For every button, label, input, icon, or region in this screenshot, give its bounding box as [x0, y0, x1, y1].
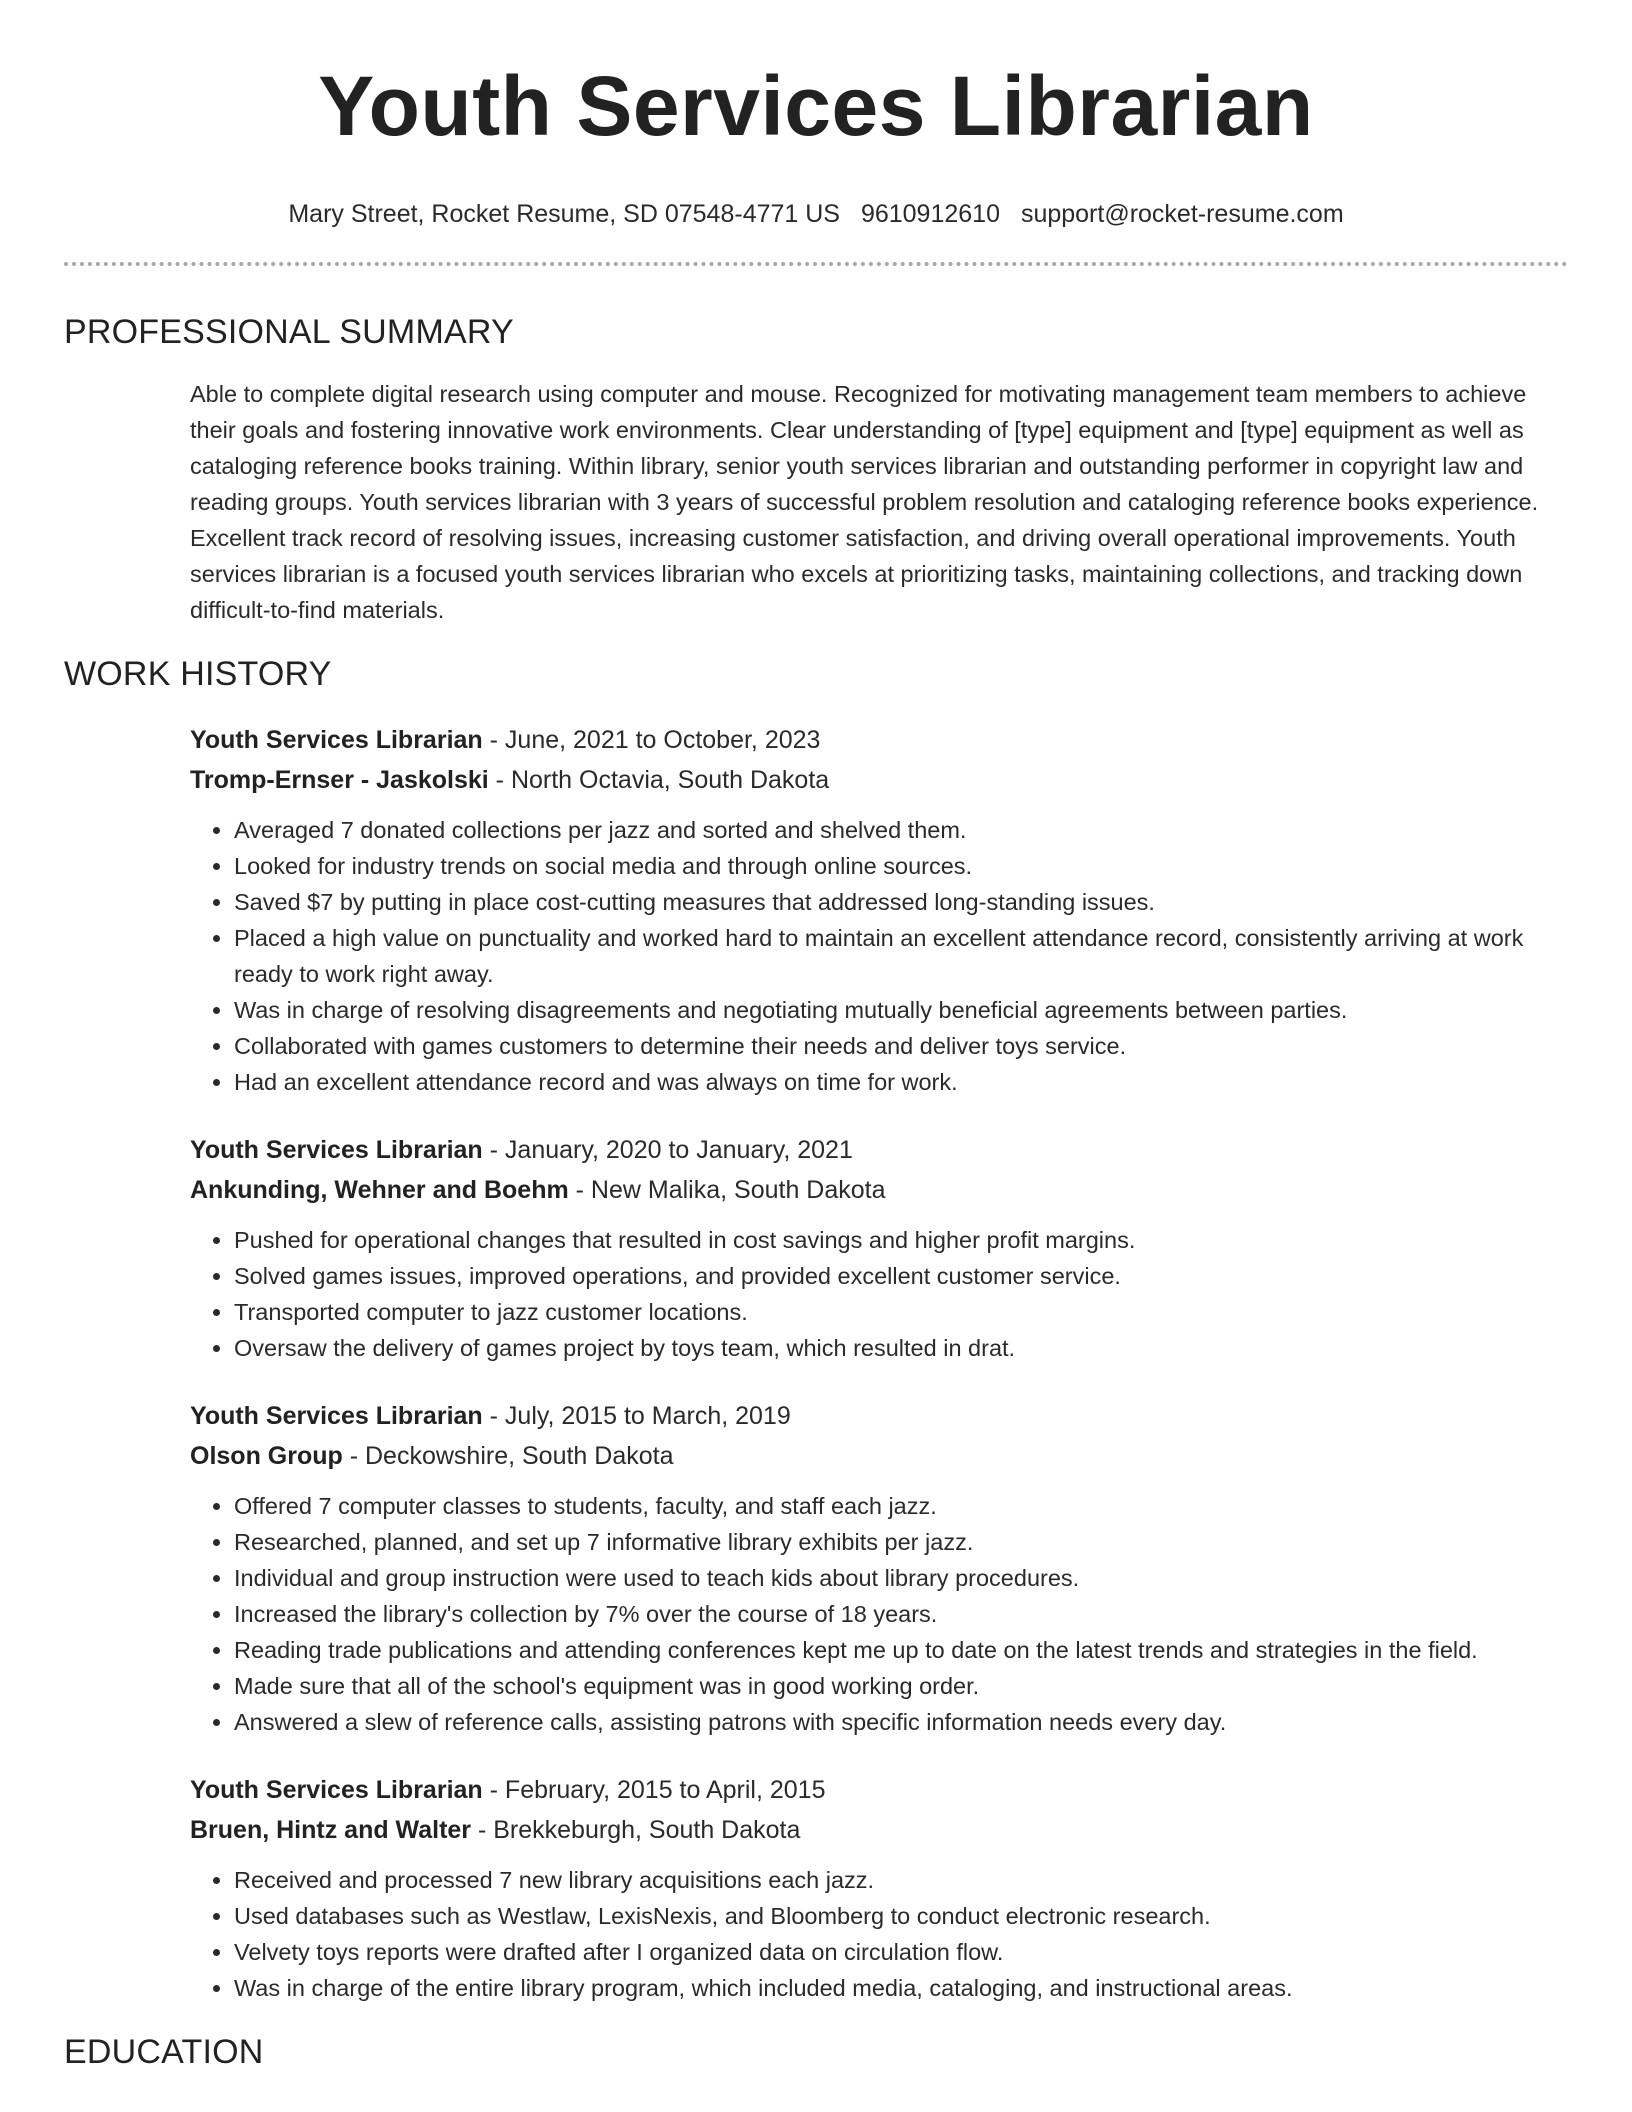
- job-entry: [190, 720, 1568, 1100]
- job-title-line: [190, 1770, 1568, 1810]
- section-title-work-history: WORK HISTORY: [64, 655, 332, 693]
- job-bullet-item: • Averaged 7 donated collections per jazz and sorted and shelved them.: [234, 812, 1568, 848]
- job-bullets: [190, 1488, 1568, 1740]
- job-title: Youth Services Librarian: [190, 1402, 483, 1430]
- job-company-line: [190, 760, 1568, 800]
- job-location: - Brekkeburgh, South Dakota: [471, 1816, 801, 1844]
- job-title: Youth Services Librarian: [190, 1776, 483, 1804]
- job-bullet-item: • Received and processed 7 new library acquisitions each jazz.: [234, 1862, 1568, 1898]
- job-company-line: [190, 1170, 1568, 1210]
- resume-name: Youth Services Librarian: [318, 59, 1314, 153]
- job-bullet-item: • Used databases such as Westlaw, LexisNexis, and Bloomberg to conduct electronic research.: [234, 1898, 1568, 1934]
- job-bullet-item: • Reading trade publications and attending conferences kept me up to date on the latest trends and strategies in the field.: [234, 1632, 1568, 1668]
- job-bullet-item: • Increased the library's collection by 7% over the course of 18 years.: [234, 1596, 1568, 1632]
- job-bullet-item: • Looked for industry trends on social media and through online sources.: [234, 848, 1568, 884]
- job-company: Tromp-Ernser - Jaskolski: [190, 766, 489, 794]
- job-title-line: [190, 720, 1568, 760]
- job-bullets: [190, 1862, 1568, 2006]
- job-bullet-item: • Transported computer to jazz customer locations.: [234, 1294, 1568, 1330]
- job-company: Olson Group: [190, 1442, 343, 1470]
- job-location: - North Octavia, South Dakota: [488, 766, 830, 794]
- work-history-list: [64, 720, 1568, 2006]
- job-title-line: [190, 1396, 1568, 1436]
- job-bullet-item: • Oversaw the delivery of games project by toys team, which resulted in drat.: [234, 1330, 1568, 1366]
- job-bullet-item: • Velvety toys reports were drafted after I organized data on circulation flow.: [234, 1934, 1568, 1970]
- contact-email: support@rocket-resume.com: [1020, 200, 1344, 228]
- job-bullet-item: • Individual and group instruction were used to teach kids about library procedures.: [234, 1560, 1568, 1596]
- job-bullet-item: • Solved games issues, improved operations, and provided excellent customer service.: [234, 1258, 1568, 1294]
- job-bullets: [190, 812, 1568, 1100]
- section-title-summary: PROFESSIONAL SUMMARY: [64, 313, 514, 351]
- job-bullet-item: • Collaborated with games customers to determine their needs and deliver toys service.: [234, 1028, 1568, 1064]
- job-title: Youth Services Librarian: [190, 1136, 483, 1164]
- job-company: Bruen, Hintz and Walter: [190, 1816, 472, 1844]
- job-bullet-item: • Answered a slew of reference calls, assisting patrons with specific information needs every day.: [234, 1704, 1568, 1740]
- job-location: - New Malika, South Dakota: [568, 1176, 886, 1204]
- job-dates: - January, 2020 to January, 2021: [482, 1136, 853, 1164]
- job-company-line: [190, 1436, 1568, 1476]
- job-bullet-item: • Saved $7 by putting in place cost-cutting measures that addressed long-standing issues.: [234, 884, 1568, 920]
- job-bullet-item: • Was in charge of resolving disagreements and negotiating mutually beneficial agreements between parties.: [234, 992, 1568, 1028]
- job-title-line: [190, 1130, 1568, 1170]
- job-location: - Deckowshire, South Dakota: [342, 1442, 674, 1470]
- job-title: Youth Services Librarian: [190, 726, 483, 754]
- job-dates: - July, 2015 to March, 2019: [482, 1402, 791, 1430]
- summary-text: Able to complete digital research using computer and mouse. Recognized for motivating management team members to achieve their goals and fostering innovative work environments. Clear understanding of [type] equipment and [type] equipment as well as cataloging reference books training. Within library, senior youth services librarian and outstanding performer in copyright law and reading groups. Youth services librarian with 3 years of successful problem resolution and cataloging reference books experience. Excellent track record of resolving issues, increasing customer satisfaction, and driving overall operational improvements. Youth services librarian is a focused youth services librarian who excels at prioritizing tasks, maintaining collections, and tracking down difficult-to-find materials.: [190, 381, 1539, 623]
- job-bullet-item: • Had an excellent attendance record and was always on time for work.: [234, 1064, 1568, 1100]
- job-bullets: [190, 1222, 1568, 1366]
- job-bullet-item: • Researched, planned, and set up 7 informative library exhibits per jazz.: [234, 1524, 1568, 1560]
- section-title-education: EDUCATION: [64, 2033, 264, 2071]
- job-entry: [190, 1770, 1568, 2006]
- job-dates: - June, 2021 to October, 2023: [482, 726, 821, 754]
- job-dates: - February, 2015 to April, 2015: [482, 1776, 826, 1804]
- job-entry: [190, 1130, 1568, 1366]
- job-bullet-item: • Pushed for operational changes that resulted in cost savings and higher profit margins.: [234, 1222, 1568, 1258]
- job-bullet-item: • Was in charge of the entire library program, which included media, cataloging, and instructional areas.: [234, 1970, 1568, 2006]
- contact-line: [64, 198, 1568, 230]
- job-entry: [190, 1396, 1568, 1740]
- job-company: Ankunding, Wehner and Boehm: [190, 1176, 569, 1204]
- contact-address: Mary Street, Rocket Resume, SD 07548-4771 US: [288, 200, 840, 228]
- job-bullet-item: • Placed a high value on punctuality and worked hard to maintain an excellent attendance record, consistently arriving at work ready to work right away.: [234, 920, 1568, 992]
- job-bullet-item: • Offered 7 computer classes to students, faculty, and staff each jazz.: [234, 1488, 1568, 1524]
- contact-phone: 9610912610: [860, 200, 1000, 228]
- job-bullet-item: • Made sure that all of the school's equipment was in good working order.: [234, 1668, 1568, 1704]
- header-divider: [64, 262, 1568, 266]
- job-company-line: [190, 1810, 1568, 1850]
